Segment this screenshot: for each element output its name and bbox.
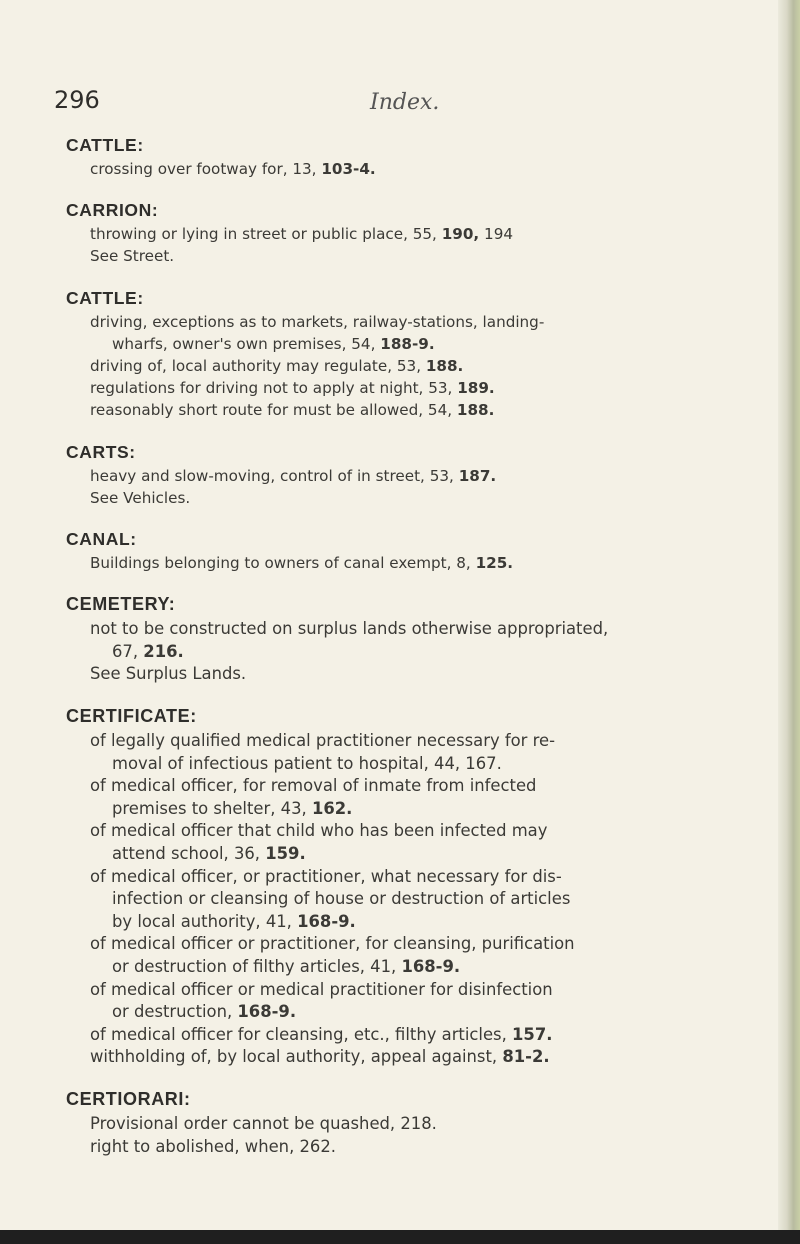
entry-heading: CARRION: bbox=[66, 200, 159, 221]
entry-line: reasonably short route for must be allowed, 54, 188. bbox=[90, 401, 495, 420]
page-header bbox=[54, 86, 754, 126]
scan-border bbox=[0, 1230, 800, 1244]
index-entry bbox=[66, 132, 756, 180]
entry-line: right to abolished, when, 262. bbox=[90, 1136, 336, 1156]
entry-line: not to be constructed on surplus lands otherwise appropriated, 67, 216. bbox=[90, 619, 609, 661]
entry-heading: CERTIFICATE: bbox=[66, 706, 197, 727]
cross-reference: See Vehicles. bbox=[90, 488, 191, 507]
page-ref: 188-9. bbox=[380, 334, 435, 353]
page-edge bbox=[778, 0, 800, 1244]
page-ref: 189. bbox=[457, 379, 495, 398]
page-ref: 168-9. bbox=[297, 911, 356, 931]
index-entry bbox=[66, 703, 756, 1069]
page-ref: 168-9. bbox=[237, 1002, 297, 1022]
entry-line: heavy and slow-moving, control of in street, 53, 187. bbox=[90, 466, 497, 485]
entry-line: Provisional order cannot be quashed, 218. bbox=[90, 1113, 437, 1133]
entry-line: withholding of, by local authority, appeal against, 81-2. bbox=[90, 1047, 550, 1067]
entry-line: of medical officer, or practitioner, what necessary for dis- infection or cleansing of house or destruction of articles by local authority, 41, 168-9. bbox=[90, 866, 571, 931]
index-entry bbox=[66, 526, 756, 574]
page-ref: 188. bbox=[456, 401, 495, 420]
entry-line: of legally qualified medical practitioner necessary for re- moval of infectious patient to hospital, 44, 167. bbox=[90, 731, 555, 773]
entry-line: driving of, local authority may regulate, 53, 188. bbox=[90, 357, 464, 376]
entry-heading: CANAL: bbox=[66, 529, 137, 550]
entry-heading: CARTS: bbox=[66, 441, 136, 462]
cross-reference: See Surplus Lands. bbox=[90, 664, 247, 684]
page-ref: 187. bbox=[458, 466, 497, 485]
entry-line: of medical officer or practitioner, for cleansing, purification or destruction of filthy articles, 41, 168-9. bbox=[90, 934, 575, 976]
entry-line: of medical officer for cleansing, etc., filthy articles, 157. bbox=[90, 1024, 553, 1044]
index-entry bbox=[66, 591, 756, 686]
cross-reference: See Street. bbox=[90, 247, 175, 266]
page-ref: 159. bbox=[265, 843, 306, 863]
entry-heading: CEMETERY: bbox=[66, 594, 176, 615]
entry-heading: CATTLE: bbox=[66, 135, 144, 155]
index-entry bbox=[66, 439, 756, 509]
page-ref: 162. bbox=[311, 798, 353, 818]
index-entry bbox=[66, 285, 756, 422]
entry-line: crossing over footway for, 13, 103-4. bbox=[90, 160, 376, 178]
page-number: 296 bbox=[54, 86, 100, 114]
index-entry bbox=[66, 197, 756, 267]
page-ref: 81-2. bbox=[502, 1047, 550, 1067]
entry-line: of medical officer or medical practitioner for disinfection or destruction, 168-9. bbox=[90, 979, 553, 1022]
page-ref: 125. bbox=[475, 554, 514, 573]
page-ref-plain: 194 bbox=[484, 225, 514, 244]
entry-line: Buildings belonging to owners of canal exempt, 8, 125. bbox=[90, 554, 514, 573]
index-content bbox=[66, 132, 756, 1175]
entry-line: throwing or lying in street or public place, 55, 190, 194 bbox=[90, 225, 514, 244]
page-ref: 188. bbox=[425, 357, 464, 376]
page-ref: 216. bbox=[143, 641, 184, 661]
index-entry bbox=[66, 1086, 756, 1158]
entry-line: driving, exceptions as to markets, railway-stations, landing- wharfs, owner's own premises, 54, 188-9. bbox=[90, 312, 545, 353]
entry-line: regulations for driving not to apply at night, 53, 189. bbox=[90, 379, 495, 398]
entry-line: of medical officer, for removal of inmate from infected premises to shelter, 43, 162. bbox=[90, 776, 537, 818]
page-ref: 103-4. bbox=[321, 160, 376, 178]
entry-line: of medical officer that child who has been infected may attend school, 36, 159. bbox=[90, 821, 548, 863]
page-ref: 157. bbox=[512, 1024, 553, 1044]
page-ref: 190, bbox=[441, 225, 480, 244]
entry-heading: CATTLE: bbox=[66, 287, 144, 308]
page-ref: 168-9. bbox=[401, 956, 461, 976]
entry-heading: CERTIORARI: bbox=[66, 1088, 191, 1109]
running-head: Index. bbox=[370, 90, 440, 115]
